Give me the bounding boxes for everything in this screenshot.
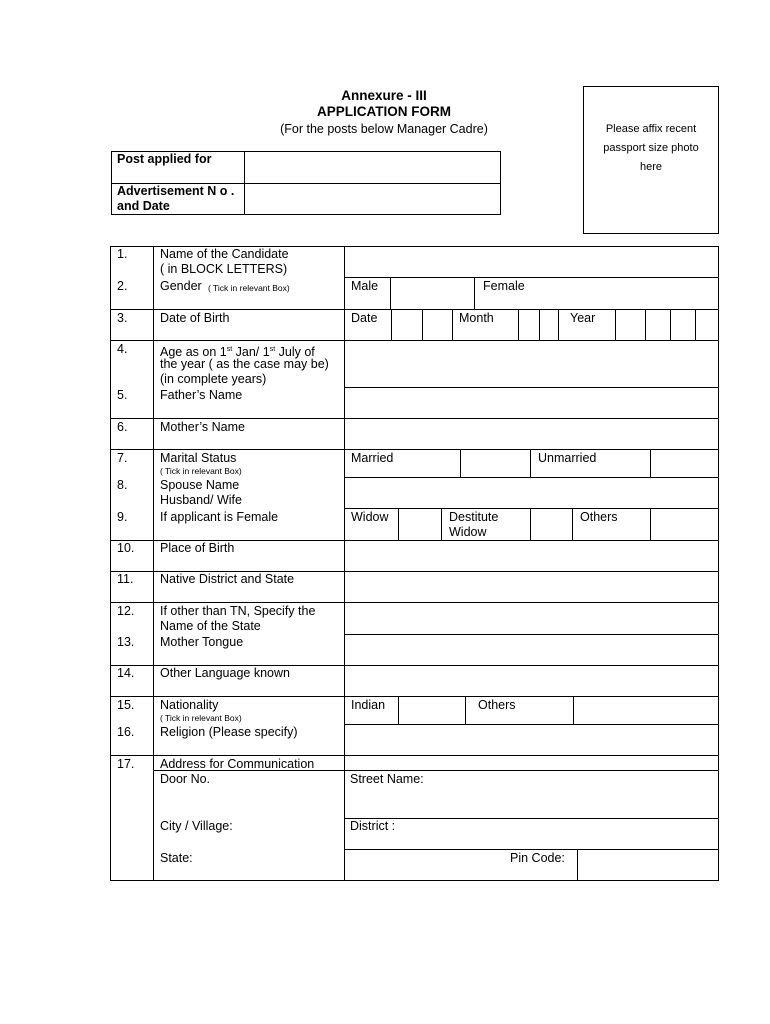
- dob-label: Date of Birth: [160, 311, 230, 325]
- religion-field[interactable]: [346, 726, 717, 754]
- other-state-label: If other than TN, Specify the: [160, 604, 316, 618]
- row-line: [344, 634, 719, 635]
- candidate-name-label: Name of the Candidate: [160, 247, 289, 261]
- gender-male-checkbox[interactable]: [391, 278, 474, 308]
- father-name-label: Father’s Name: [160, 388, 243, 402]
- place-of-birth-field[interactable]: [346, 542, 717, 570]
- indian-label: Indian: [351, 698, 386, 712]
- marital-status-note: ( Tick in relevant Box): [160, 466, 242, 476]
- form-title: APPLICATION FORM: [317, 104, 451, 119]
- photo-instruction-line-3: here: [639, 161, 663, 173]
- state-field[interactable]: [155, 866, 343, 880]
- nationality-note: ( Tick in relevant Box): [160, 713, 242, 723]
- dob-year-digit-3[interactable]: [671, 310, 694, 339]
- row-14-number: 14.: [117, 666, 135, 680]
- photo-instruction-line-1: Please affix recent: [605, 123, 697, 135]
- gender-male-label: Male: [351, 279, 379, 293]
- spouse-name-label: Spouse Name: [160, 478, 240, 492]
- pin-code-label: Pin Code:: [510, 851, 565, 865]
- nationality-label: Nationality: [160, 698, 219, 712]
- dob-year-digit-2[interactable]: [646, 310, 669, 339]
- destitute-widow-label-line-2: Widow: [449, 525, 487, 539]
- number-column-divider: [153, 246, 154, 881]
- destitute-widow-checkbox[interactable]: [531, 509, 571, 539]
- advertisement-field[interactable]: [247, 185, 499, 213]
- pin-code-field[interactable]: [578, 850, 718, 880]
- widow-checkbox[interactable]: [399, 509, 440, 539]
- cell-divider: [474, 277, 475, 309]
- dob-year-digit-1[interactable]: [616, 310, 644, 339]
- cell-divider: [530, 449, 531, 477]
- father-name-field[interactable]: [346, 389, 717, 417]
- age-label-part: Jan/ 1: [232, 345, 270, 360]
- photo-box: [583, 86, 719, 234]
- dob-date-digit-2[interactable]: [423, 310, 451, 339]
- religion-label: Religion (Please specify): [160, 725, 298, 739]
- female-applicant-label: If applicant is Female: [160, 510, 279, 524]
- dob-date-label: Date: [351, 311, 378, 325]
- post-table-column-divider: [244, 151, 245, 215]
- dob-year-label: Year: [570, 311, 596, 325]
- unmarried-checkbox[interactable]: [651, 450, 718, 476]
- row-line: [110, 602, 719, 603]
- age-field[interactable]: [346, 342, 717, 386]
- candidate-name-field[interactable]: [346, 248, 717, 276]
- cell-divider: [558, 309, 559, 340]
- gender-note: ( Tick in relevant Box): [208, 283, 290, 293]
- native-district-label: Native District and State: [160, 572, 295, 586]
- photo-instruction-line-2: passport size photo: [603, 142, 699, 154]
- other-state-label-line-2: Name of the State: [160, 619, 261, 633]
- spouse-name-field[interactable]: [346, 479, 717, 507]
- dob-year-digit-4[interactable]: [696, 310, 718, 339]
- cell-divider: [441, 508, 442, 540]
- row-line: [344, 818, 719, 819]
- address-label: Address for Communication: [160, 757, 315, 771]
- form-subtitle: (For the posts below Manager Cadre): [280, 122, 488, 136]
- door-no-field[interactable]: [155, 788, 343, 848]
- row-line: [344, 387, 719, 388]
- other-language-label: Other Language known: [160, 666, 290, 680]
- age-label-part: Age as on 1: [160, 345, 227, 360]
- widow-label: Widow: [351, 510, 389, 524]
- label-column-divider: [344, 246, 345, 881]
- mother-name-field[interactable]: [346, 420, 717, 448]
- mother-tongue-label: Mother Tongue: [160, 635, 244, 649]
- marital-status-label: Marital Status: [160, 451, 237, 465]
- dob-month-label: Month: [459, 311, 494, 325]
- indian-checkbox[interactable]: [399, 697, 464, 723]
- married-checkbox[interactable]: [461, 450, 529, 476]
- others-nationality-label: Others: [478, 698, 516, 712]
- married-label: Married: [351, 451, 394, 465]
- row-1-number: 1.: [117, 247, 128, 261]
- post-applied-label: Post applied for: [117, 152, 212, 166]
- others-female-label: Others: [580, 510, 618, 524]
- post-applied-field[interactable]: [247, 153, 499, 181]
- row-15-number: 15.: [117, 698, 135, 712]
- cell-divider: [452, 309, 453, 340]
- door-no-label: Door No.: [160, 772, 211, 786]
- other-state-field[interactable]: [346, 604, 717, 633]
- dob-date-digit-1[interactable]: [392, 310, 421, 339]
- row-13-number: 13.: [117, 635, 135, 649]
- dob-month-digit-1[interactable]: [519, 310, 538, 339]
- spouse-name-sublabel: Husband/ Wife: [160, 493, 242, 507]
- row-10-number: 10.: [117, 541, 135, 555]
- district-label: District :: [350, 819, 396, 833]
- gender-label: Gender: [160, 279, 202, 293]
- unmarried-label: Unmarried: [538, 451, 597, 465]
- dob-month-digit-2[interactable]: [540, 310, 557, 339]
- cell-divider: [465, 696, 466, 724]
- city-village-label: City / Village:: [160, 819, 233, 833]
- row-8-number: 8.: [117, 478, 128, 492]
- street-name-label: Street Name:: [350, 772, 424, 786]
- others-nationality-checkbox[interactable]: [574, 697, 718, 723]
- street-name-field[interactable]: [430, 772, 717, 817]
- candidate-name-note: ( in BLOCK LETTERS): [160, 262, 288, 276]
- row-4-number: 4.: [117, 342, 128, 356]
- row-line: [110, 449, 719, 450]
- age-label-line-3: (in complete years): [160, 372, 267, 386]
- gender-female-label: Female: [483, 279, 525, 293]
- row-11-number: 11.: [117, 572, 134, 586]
- mother-name-label: Mother’s Name: [160, 420, 245, 434]
- row-line: [110, 418, 719, 419]
- district-field[interactable]: [405, 820, 717, 848]
- row-line: [344, 477, 719, 478]
- row-6-number: 6.: [117, 420, 128, 434]
- row-line: [344, 724, 719, 725]
- age-label-part: July of: [275, 345, 315, 360]
- place-of-birth-label: Place of Birth: [160, 541, 235, 555]
- row-line: [110, 755, 719, 756]
- age-label-line-2: the year ( as the case may be): [160, 357, 329, 371]
- row-12-number: 12.: [117, 604, 135, 618]
- others-female-checkbox[interactable]: [651, 509, 718, 539]
- address-header-line: [153, 770, 719, 771]
- row-7-number: 7.: [117, 451, 128, 465]
- row-9-number: 9.: [117, 510, 128, 524]
- row-17-number: 17.: [117, 757, 135, 771]
- native-district-field[interactable]: [346, 573, 717, 601]
- row-16-number: 16.: [117, 725, 135, 739]
- row-3-number: 3.: [117, 311, 128, 325]
- mother-tongue-field[interactable]: [346, 636, 717, 664]
- row-5-number: 5.: [117, 388, 128, 402]
- cell-divider: [572, 508, 573, 540]
- row-line: [110, 340, 719, 341]
- age-label-superscript: st: [226, 346, 233, 353]
- state-label: State:: [160, 851, 193, 865]
- age-label-superscript: st: [269, 346, 276, 353]
- annexure-heading: Annexure - III: [341, 88, 427, 103]
- destitute-widow-label: Destitute: [449, 510, 499, 524]
- other-language-field[interactable]: [346, 667, 717, 695]
- advertisement-date-label: and Date: [117, 199, 170, 213]
- row-2-number: 2.: [117, 279, 128, 293]
- advertisement-label: Advertisement N o .: [117, 184, 235, 198]
